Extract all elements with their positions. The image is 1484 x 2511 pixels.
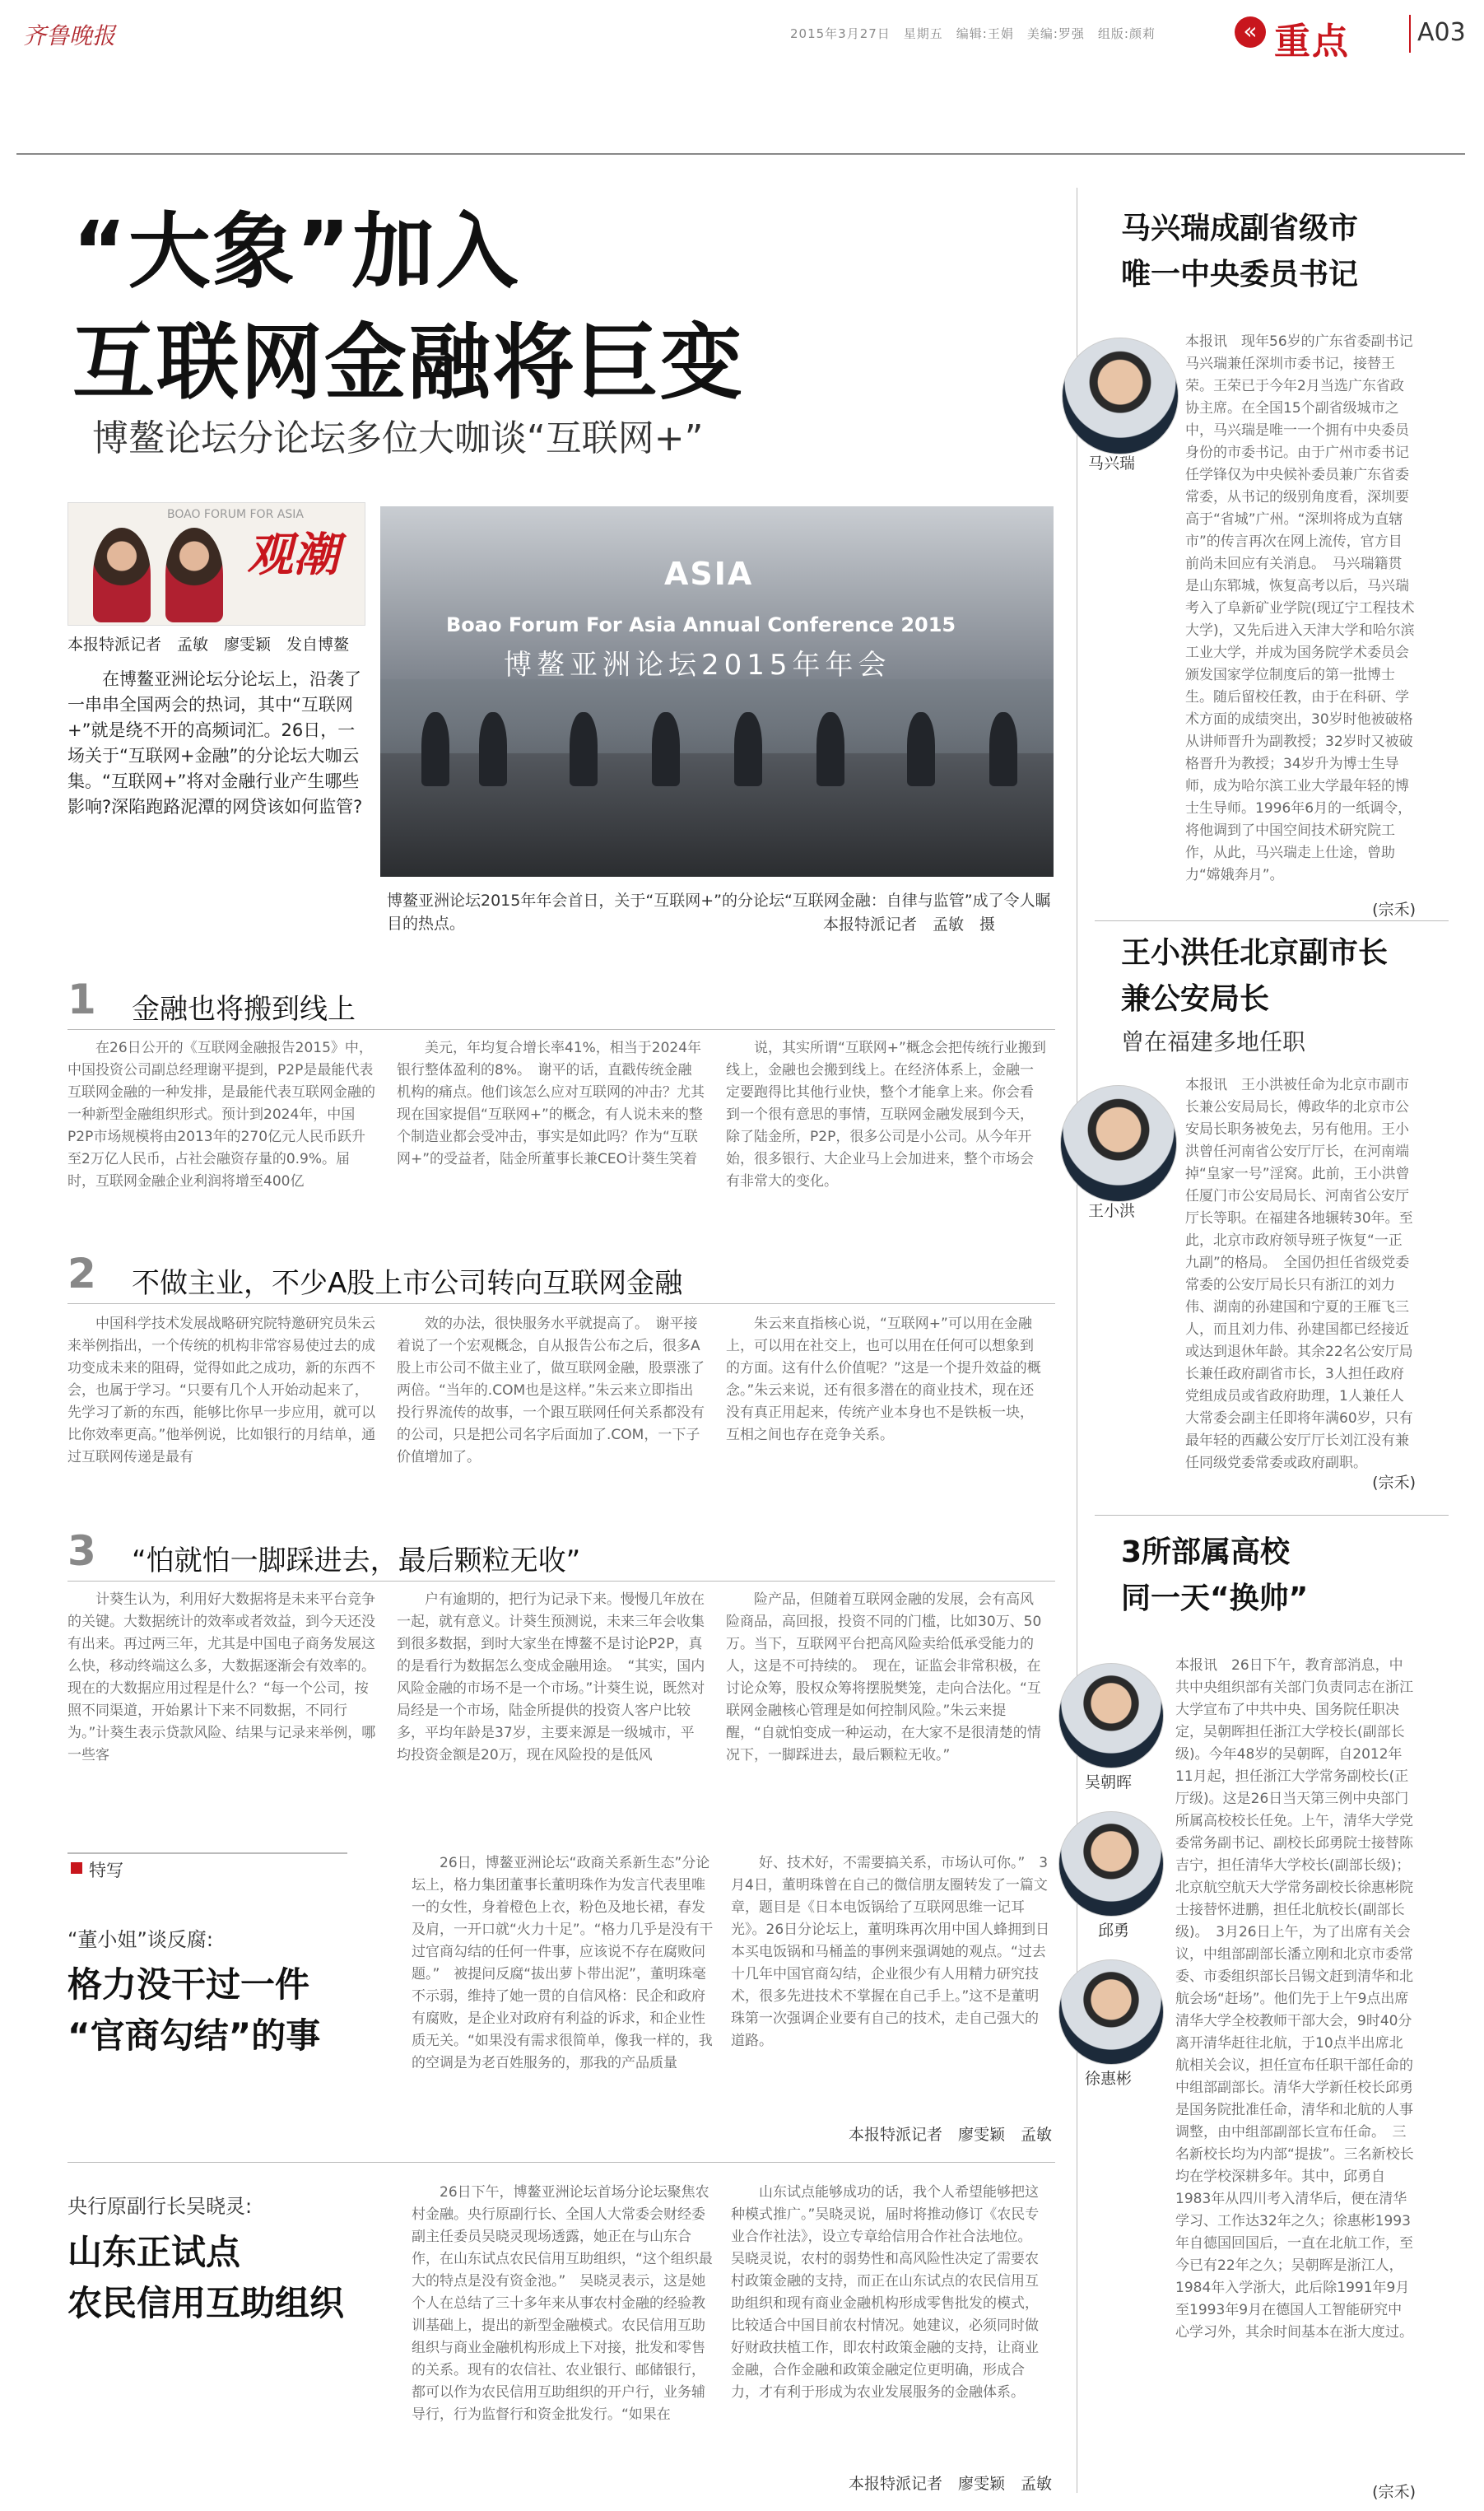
section-number: 3	[67, 1527, 96, 1575]
section-rule	[67, 1303, 1055, 1304]
photo-name: 马兴瑞	[1088, 454, 1136, 473]
section-column: 说，其实所谓“互联网+”概念会把传统行业搬到线上，金融也会搬到线上。在经济体系上，金融一定要跑得比其他行业快，整个才能拿上来。你会看到一个很有意思的事情，互联网金融发展到今天，除了陆金所，P2P，很多公司是小公司。从今年开始，很多银行、大企业马上会加进来，整个市场会有非常大的变化。	[726, 1040, 1046, 1190]
photo-logo: ASIA	[664, 556, 754, 592]
reporter-photo-2	[165, 528, 223, 622]
sidebar-sub: 曾在福建多地任职	[1121, 1028, 1306, 1055]
section-column: 在26日公开的《互联网金融报告2015》中，中国投资公司副总经理谢平提到，P2P是最能代表互联网金融的一种发排，是最能代表互联网金融的一种新型金融组织形式。预计到2024年，中国P2P市场规模将由2013年的270亿元人民币跃升至2万亿人民币，占社会融资存量的0.9%。届时，互联网金融企业利润将增至400亿	[67, 1040, 375, 1190]
feature-credit: 本报特派记者 廖雯颖 孟敏	[848, 2126, 1052, 2144]
divider	[1409, 15, 1411, 53]
photo-person	[421, 712, 449, 786]
byline: 本报特派记者 孟敏 廖雯颖 发自博鳌	[67, 636, 350, 654]
photo-person	[479, 712, 507, 786]
photo-person	[816, 712, 844, 786]
photo-person	[652, 712, 680, 786]
feature-lead: “董小姐”谈反腐:	[67, 1928, 213, 1951]
sidebar-rule	[1095, 920, 1449, 921]
sidebar-credit: (宗禾)	[1372, 901, 1416, 919]
feature2-lead: 央行原副行长吴晓灵:	[67, 2195, 253, 2218]
lead-paragraph: 在博鳌亚洲论坛分论坛上，沿袭了一串串全国两会的热词，其中“互联网+”就是绕不开的高频词汇。26日，一场关于“互联网+金融”的分论坛大咖云集。“互联网+”将对金融行业产生哪些影响?深陷跑路泥潭的网贷该如何监管?	[67, 669, 363, 817]
section-rule	[67, 1581, 1055, 1582]
section-heading: 金融也将搬到线上	[132, 993, 356, 1026]
reporter-photo-1	[93, 528, 151, 622]
feature-column: 26日，博鳌亚洲论坛“政商关系新生态”分论坛上，格力集团董事长董明珠作为发言代表里唯一的女性，身着橙色上衣，粉色及地长裙，春发及肩，一开口就“火力十足”。“格力几乎是没有干过官商勾结的任何一件事，应该说不存在腐败问题。” 被提问反腐“拔出萝卜带出泥”，董明珠毫不示弱，维持了她一贯的自信风格：民企和政府有腐败，是企业对政府有利益的诉求，和企业性质无关。“如果没有需求很简单，像我一样的，我的空调是为老百姓服务的，那我的产品质量	[412, 1855, 714, 2071]
section-heading: “怕就怕一脚踩进去，最后颗粒无收”	[132, 1544, 581, 1577]
section-column: 美元，年均复合增长率41%，相当于2024年银行整体盈利的8%。 谢平的话，直戳传统金融机构的痛点。他们该怎么应对互联网的冲击？尤其现在国家提倡“互联网+”的概念，有人说未来的整个制造业都会受冲击，事实是如此吗？作为“互联网+”的受益者，陆金所董事长兼CEO计葵生笑着	[397, 1040, 705, 1167]
sidebar-title-1: 3所部属高校	[1121, 1535, 1291, 1569]
chevron-left-icon: «	[1235, 16, 1266, 48]
forum-photo	[380, 506, 1054, 877]
feature-title-2: “官商勾结”的事	[67, 2015, 321, 2056]
subheadline: 博鳌论坛分论坛多位大咖谈“互联网+”	[92, 417, 704, 459]
photo-person	[989, 712, 1017, 786]
sidebar-credit: (宗禾)	[1372, 2483, 1416, 2501]
section-column: 效的办法，很快服务水平就提高了。 谢平接着说了一个宏观概念，自从报告公布之后，很多A股上市公司不做主业了，做互联网金融，股票涨了两倍。“当年的.COM也是这样。”朱云来立即指出投行界流传的故事，一个跟互联网任何关系都没有的公司，只是把公司名字后面加了.COM，一下子价值增加了。	[397, 1316, 705, 1465]
photo-caption: 博鳌亚洲论坛2015年年会首日，关于“互联网+”的分论坛“互联网金融：自律与监管”成了令人瞩目的热点。	[387, 892, 1051, 933]
feature-marker	[71, 1862, 82, 1874]
column-brand: 观潮	[247, 529, 339, 582]
feature2-column: 山东试点能够成功的话，我个人希望能够把这种模式推广。”吴晓灵说，届时将推动修订《农民专业合作社法》，设立专章给信用合作社合法地位。 吴晓灵说，农村的弱势性和高风险性决定了需要农村政策金融的支持，而正在山东试点的农民信用互助组织和现有商业金融机构形成零售批发的模式，比较适合中国目前农村情况。她建议，必须同时做好财政扶植工作，即农村政策金融的支持，让商业金融，合作金融和政策金融定位更明确，形成合力，才有利于形成为农业发展服务的金融体系。	[731, 2184, 1040, 2401]
sidebar-title-2: 唯一中央委员书记	[1121, 258, 1359, 291]
sidebar-title-1: 王小洪任北京副市长	[1121, 936, 1389, 970]
sidebar-title-2: 兼公安局长	[1121, 982, 1270, 1016]
person-photo	[1060, 1085, 1177, 1202]
feature2-column: 26日下午，博鳌亚洲论坛首场分论坛聚焦农村金融。央行原副行长、全国人大常委会财经委副主任委员吴晓灵现场透露，她正在与山东合作，在山东试点农民信用互助组织，“这个组织最大的特点是没有资金池。” 吴晓灵表示，这是她个人在总结了三十多年来从事农村金融的经验教训基础上，提出的新型金融模式。农民信用互助组织与商业金融机构形成上下对接，批发和零售的关系。现有的农信社、农业银行、邮储银行，都可以作为农民信用互助组织的开户行，业务辅导行，行为监督行和资金批发行。“如果在	[412, 2184, 713, 2423]
person-photo	[1058, 1663, 1164, 1768]
sidebar-credit: (宗禾)	[1372, 1474, 1416, 1492]
section-column: 朱云来直指核心说，“互联网+”可以用在金融上，可以用在社交上，也可以用在任何可以想象到的方面。这有什么价值呢？”这是一个提升效益的概念。”朱云来说，还有很多潜在的商业技术，现在还没有真正用起来，传统产业本身也不是铁板一块，互相之间也存在竞争关系。	[726, 1316, 1041, 1443]
headline-line-2: 互联网金融将巨变	[72, 314, 744, 411]
headline-line-1: “大象”加入	[72, 203, 520, 300]
page-number: A03	[1417, 18, 1466, 47]
section-column: 中国科学技术发展战略研究院特邀研究员朱云来举例指出，一个传统的机构非常容易使过去的成功变成未来的阻碍，觉得如此之成功，新的东西不会，也属于学习。“只要有几个人开始动起来了，先学习了新的东西，能够比你早一步应用，就可以比你效率更高。”他举例说，比如银行的月结单，通过互联网传递是最有	[67, 1316, 376, 1465]
photo-name: 徐惠彬	[1085, 2070, 1133, 2088]
portrait-tag: BOAO FORUM FOR ASIA	[167, 508, 304, 521]
section-rule	[67, 2162, 1055, 2163]
feature2-title-2: 农民信用互助组织	[67, 2283, 345, 2323]
feature2-credit: 本报特派记者 廖雯颖 孟敏	[848, 2475, 1052, 2493]
newspaper-logo: 齐鲁晚报	[23, 22, 116, 49]
feature-column: 好、技术好，不需要搞关系，市场认可你。” 3月4日，董明珠曾在自己的微信朋友圈转发了一篇文章，题目是《日本电饭锅给了互联网思维一记耳光》。26日分论坛上，董明珠再次用中国人蜂拥到日本买电饭锅和马桶盖的事例来强调她的观点。“过去十几年中国官商勾结，企业很少有人用精力研究技术，很多先进技术不掌握在自己手上。”这不是董明珠第一次强调企业要有自己的技术，走自己强大的道路。	[731, 1855, 1050, 2049]
section-column: 险产品，但随着互联网金融的发展，会有高风险商品，高回报，投资不同的门槛，比如30万、50万。当下，互联网平台把高风险卖给低承受能力的人，这是不可持续的。 现在，证监会非常积极，在讨论众筹，股权众筹将摆脱樊笼，走向合法化。“互联网金融核心管理是如何控制风险。”朱云来提醒，“自就怕变成一种运动，在大家不是很清楚的情况下，一脚踩进去，最后颗粒无收。”	[726, 1591, 1042, 1763]
person-photo	[1058, 1811, 1164, 1917]
section-column: 计葵生认为，利用好大数据将是未来平台竞争的关键。大数据统计的效率或者效益，到今天还没有出来。再过两三年，尤其是中国电子商务发展这么快，移动终端这么多，大数据逐渐会有效率的。 现在的大数据应用过程是什么？“每一个公司，按照不同渠道，开始累计下来不同数据，不同行为。”计葵生表示贷款风险、结果与记录来举例，哪一些客	[67, 1591, 383, 1763]
sidebar-body: 本报讯 王小洪被任命为北京市副市长兼公安局局长，傅政华的北京市公安局长职务被免去，另有他用。王小洪曾任河南省公安厅厅长，在河南端掉“皇家一号”淫窝。此前，王小洪曾任厦门市公安局局长、河南省公安厅厅长等职。在福建各地辗转30年。至此，北京市政府领导班子恢复“一正九副”的格局。 全国仍担任省级党委常委的公安厅局长只有浙江的刘力伟、湖南的孙建国和宁夏的王雁飞三人，而且刘力伟、孙建国都已经接近或达到退休年龄。其余22名公安厅局长兼任政府副省市长，3人担任政府党组成员或省政府助理，1人兼任人大常委会副主任即将年满60岁，只有最年轻的西藏公安厅厅长刘江没有兼任同级党委常委或政府副职。	[1185, 1077, 1413, 1471]
sidebar-body: 本报讯 现年56岁的广东省委副书记马兴瑞兼任深圳市委书记，接替王荣。王荣已于今年2月当选广东省政协主席。在全国15个副省级城市之中，马兴瑞是唯一一个拥有中央委员身份的市委书记。由于广州市委书记任学锋仅为中央候补委员兼广东省委常委，从书记的级别角度看，深圳要高于“省城”广州。“深圳将成为直辖市”的传言再次在网上流传，官方目前尚未回应有关消息。 马兴瑞籍贯是山东郓城，恢复高考以后，马兴瑞考入了阜新矿业学院(现辽宁工程技术大学)，又先后进入天津大学和哈尔滨工业大学，并成为国务院学术委员会颁发国家学位制度后的第一批博士生。随后留校任教，由于在科研、学术方面的成绩突出，30岁时他被破格从讲师晋升为副教授；32岁时又被破格晋升为教授；34岁升为博士生导师，成为哈尔滨工业大学最年轻的博士生导师。1996年6月的一纸调令，将他调到了中国空间技术研究院工作，从此，马兴瑞走上仕途，曾助力“嫦娥奔月”。	[1185, 333, 1415, 883]
sidebar-title-1: 马兴瑞成副省级市	[1121, 212, 1359, 245]
photo-banner-zh: 博鳌亚洲论坛2015年年会	[504, 649, 891, 682]
section-heading: 不做主业，不少A股上市公司转向互联网金融	[132, 1267, 683, 1300]
feature2-title-1: 山东正试点	[67, 2232, 241, 2272]
photo-banner-en: Boao Forum For Asia Annual Conference 2015	[446, 613, 956, 636]
section-number: 1	[67, 976, 96, 1023]
sidebar-rule	[1095, 1515, 1449, 1516]
sidebar-body: 本报讯 26日下午，教育部消息，中共中央组织部有关部门负责同志在浙江大学宣布了中共中央、国务院任职决定，吴朝晖担任浙江大学校长(副部长级)。今年48岁的吴朝晖，自2012年11月起，担任浙江大学常务副校长(正厅级)。这是26日当天第三例中央部门所属高校校长任免。上午，清华大学党委常务副书记、副校长邱勇院士接替陈吉宁，担任清华大学校长(副部长级)；北京航空航天大学常务副校长徐惠彬院士接替怀进鹏，担任北航校长(副部长级)。 3月26日上午，为了出席有关会议，中组部副部长潘立刚和北京市委常委、市委组织部长吕锡文赶到清华和北航会场“赶场”。他们先于上午9点出席清华大学全校教师干部大会，9时40分离开清华赶往北航，于10点半出席北航相关会议，担任宣布任职干部任命的中组部副部长。清华大学新任校长邱勇是国务院批准任命，清华和北航的人事调整，由中组部副部长宣布任命。 三名新校长均为内部“提拔”。三名新校长均在学校深耕多年。其中，邱勇自1983年从四川考入清华后，便在清华学习、工作达32年之久；徐惠彬1993年自德国回国后，一直在北航工作，至今已有22年之久；吴朝晖是浙江人，1984年入学浙大，此后除1991年9月至1993年9月在德国人工智能研究中心学习外，其余时间基本在浙大度过。	[1175, 1657, 1414, 2341]
section-column: 户有逾期的，把行为记录下来。慢慢几年放在一起，就有意义。计葵生预测说，未来三年会收集到很多数据，到时大家坐在博鳌不是讨论P2P，真的是看行为数据怎么变成金融用途。 “其实，国内风险金融的市场不是一个市场。”计葵生说，既然对局经是一个市场，陆金所提供的投资人客户比较多，平均年龄是37岁，主要来源是一级城市，平均投资金额是20万，现在风险投的是低风	[397, 1591, 705, 1763]
photo-name: 邱勇	[1098, 1922, 1130, 1940]
photo-person	[907, 712, 935, 786]
photo-person	[734, 712, 762, 786]
issue-meta: 2015年3月27日 星期五 编辑:王娟 美编:罗强 组版:颜莉	[790, 26, 1156, 41]
photo-name: 吴朝晖	[1085, 1773, 1133, 1791]
top-rule	[16, 153, 1465, 155]
person-photo	[1058, 1959, 1164, 2065]
section-number: 2	[67, 1250, 96, 1297]
sidebar-title-2: 同一天“换帅”	[1121, 1582, 1309, 1615]
photo-credit: 本报特派记者 孟敏 摄	[823, 915, 996, 934]
section-title: 重点	[1274, 21, 1350, 63]
feature-title-1: 格力没干过一件	[67, 1964, 310, 2005]
person-photo	[1062, 338, 1179, 454]
section-rule	[67, 1029, 1055, 1030]
photo-name: 王小洪	[1088, 1202, 1136, 1220]
feature-tag: 特写	[89, 1861, 123, 1880]
photo-person	[570, 712, 598, 786]
